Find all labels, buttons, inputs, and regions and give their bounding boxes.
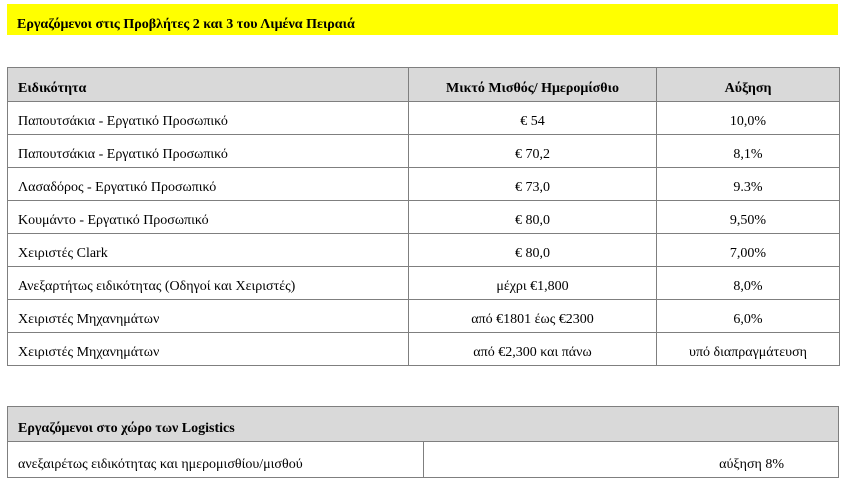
cell-wage: € 80,0 — [409, 201, 657, 234]
table-row — [8, 333, 840, 366]
cell-wage: μέχρι €1,800 — [409, 267, 657, 300]
cell-wage: € 54 — [409, 102, 657, 135]
piers-salary-table — [7, 67, 840, 366]
logistics-table — [7, 406, 839, 478]
cell-specialty: Χειριστές Clark — [8, 234, 409, 267]
cell-wage: από €2,300 και πάνω — [409, 333, 657, 366]
cell-wage: € 80,0 — [409, 234, 657, 267]
cell-wage: € 70,2 — [409, 135, 657, 168]
cell-specialty: Παπουτσάκια - Εργατικό Προσωπικό — [8, 135, 409, 168]
cell-increase: 9.3% — [657, 168, 840, 201]
cell-specialty: Χειριστές Μηχανημάτων — [8, 333, 409, 366]
table-header-row — [8, 407, 839, 442]
table-row — [8, 234, 840, 267]
header-wage: Μικτό Μισθός/ Ημερομίσθιο — [409, 68, 657, 102]
table-row — [8, 102, 840, 135]
cell-increase: 9,50% — [657, 201, 840, 234]
logistics-header: Εργαζόμενοι στο χώρο των Logistics — [8, 407, 839, 442]
cell-increase: 7,00% — [657, 234, 840, 267]
cell-increase: 10,0% — [657, 102, 840, 135]
cell-specialty: Κουμάντο - Εργατικό Προσωπικό — [8, 201, 409, 234]
cell-wage: από €1801 έως €2300 — [409, 300, 657, 333]
header-specialty: Ειδικότητα — [8, 68, 409, 102]
cell-specialty: Ανεξαρτήτως ειδικότητας (Οδηγοί και Χειριστές) — [8, 267, 409, 300]
table-row — [8, 135, 840, 168]
table-row — [8, 442, 839, 478]
header-increase: Αύξηση — [657, 68, 840, 102]
section-title-piers: Εργαζόμενοι στις Προβλήτες 2 και 3 του Λιμένα Πειραιά — [7, 4, 838, 35]
cell-specialty: Λασαδόρος - Εργατικό Προσωπικό — [8, 168, 409, 201]
cell-specialty: Παπουτσάκια - Εργατικό Προσωπικό — [8, 102, 409, 135]
logistics-increase: αύξηση 8% — [423, 442, 839, 478]
cell-increase: 6,0% — [657, 300, 840, 333]
logistics-label: ανεξαιρέτως ειδικότητας και ημερομισθίου/μισθού — [8, 442, 424, 478]
table-row — [8, 168, 840, 201]
table-row — [8, 300, 840, 333]
cell-specialty: Χειριστές Μηχανημάτων — [8, 300, 409, 333]
cell-wage: € 73,0 — [409, 168, 657, 201]
table-row — [8, 267, 840, 300]
cell-increase: 8,1% — [657, 135, 840, 168]
table-header-row — [8, 68, 840, 102]
cell-increase: 8,0% — [657, 267, 840, 300]
table-row — [8, 201, 840, 234]
cell-increase: υπό διαπραγμάτευση — [657, 333, 840, 366]
